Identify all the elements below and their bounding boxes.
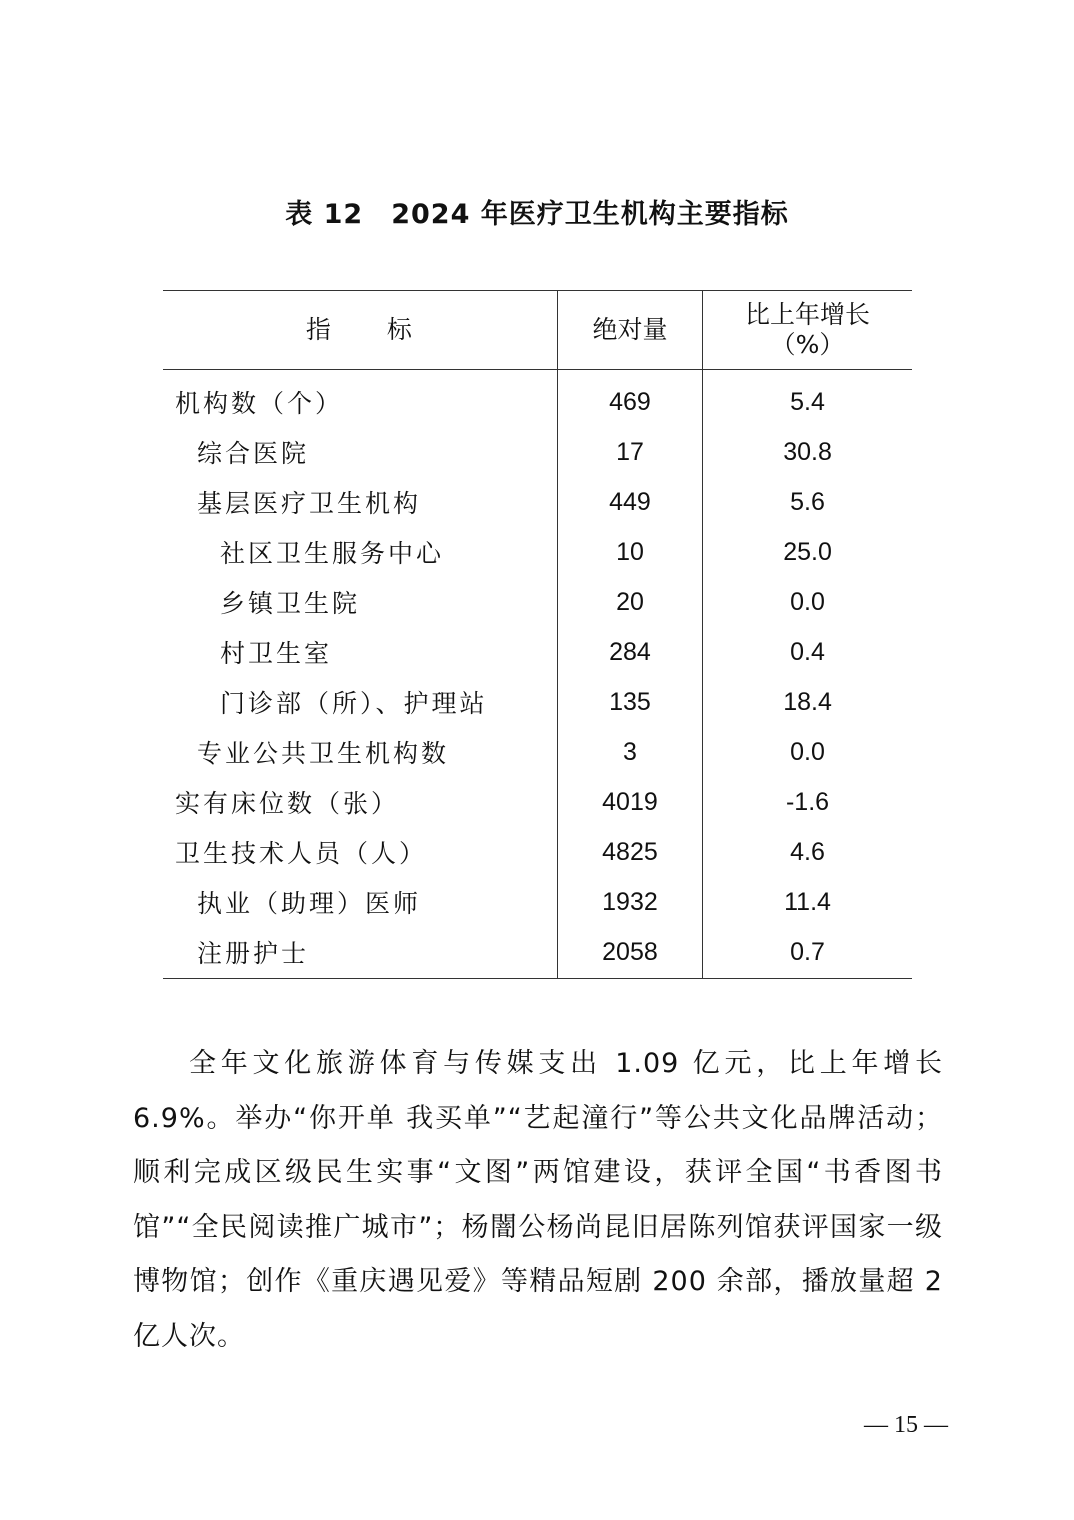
page-number: — 15 — — [864, 1412, 948, 1438]
row-value: 10 — [557, 527, 702, 577]
row-value: 284 — [557, 627, 702, 677]
row-name: 实有床位数（张） — [175, 789, 400, 818]
row-value: 2058 — [557, 927, 702, 979]
row-value: 469 — [557, 370, 702, 428]
table-row — [163, 427, 912, 477]
row-value: 4825 — [557, 827, 702, 877]
row-growth: 5.4 — [790, 387, 825, 416]
row-name: 执业（助理）医师 — [197, 889, 422, 918]
header-growth-line1: 比上年增长 — [745, 300, 871, 329]
table-header-row — [163, 291, 912, 370]
row-name: 村卫生室 — [220, 639, 333, 668]
row-name: 门诊部（所）、护理站 — [220, 689, 488, 718]
row-value: 4019 — [557, 777, 702, 827]
body-paragraph: 全年文化旅游体育与传媒支出 1.09 亿元，比上年增长 6.9%。举办“你开单 我买单”“艺起潼行”等公共文化品牌活动；顺利完成区级民生实事“文图”两馆建设，获评全国“书香图书馆”“全民阅读推广城市”；杨闇公杨尚昆旧居陈列馆获评国家一级博物馆；创作《重庆遇见爱》等精品短剧 200 余部，播放量超 2 亿人次。 — [133, 1048, 943, 1352]
row-value: 1932 — [557, 877, 702, 927]
row-value: 449 — [557, 477, 702, 527]
table-title: 表 12 2024 年医疗卫生机构主要指标 — [285, 199, 789, 230]
row-value: 135 — [557, 677, 702, 727]
table-row — [163, 927, 912, 979]
table-row — [163, 777, 912, 827]
table-row — [163, 677, 912, 727]
row-growth: 0.0 — [790, 587, 825, 616]
row-growth: -1.6 — [785, 787, 830, 816]
table-row — [163, 577, 912, 627]
row-growth: 11.4 — [784, 887, 831, 916]
row-name: 专业公共卫生机构数 — [197, 739, 450, 768]
header-growth-line2: （%） — [770, 330, 845, 359]
row-name: 基层医疗卫生机构 — [197, 489, 422, 518]
table-row — [163, 627, 912, 677]
table-row — [163, 877, 912, 927]
row-name: 社区卫生服务中心 — [220, 539, 445, 568]
row-growth: 30.8 — [783, 437, 832, 466]
indicators-table — [163, 290, 912, 979]
header-absolute: 绝对量 — [557, 291, 702, 370]
row-value: 17 — [557, 427, 702, 477]
header-growth — [703, 291, 912, 370]
row-growth: 18.4 — [783, 687, 832, 716]
row-name: 综合医院 — [197, 439, 310, 468]
row-growth: 0.0 — [790, 737, 825, 766]
table-row — [163, 370, 912, 428]
header-indicator: 指 标 — [163, 291, 557, 370]
row-growth: 0.7 — [703, 927, 912, 979]
indicators-table-container — [163, 290, 912, 979]
table-row — [163, 527, 912, 577]
row-name: 机构数（个） — [175, 389, 344, 418]
row-name: 卫生技术人员（人） — [175, 839, 428, 868]
table-row — [163, 827, 912, 877]
table-row — [163, 477, 912, 527]
row-growth: 4.6 — [790, 837, 825, 866]
row-value: 3 — [557, 727, 702, 777]
table-row — [163, 727, 912, 777]
row-value: 20 — [557, 577, 702, 627]
row-name: 注册护士 — [163, 927, 557, 979]
row-name: 乡镇卫生院 — [220, 589, 361, 618]
row-growth: 25.0 — [783, 537, 832, 566]
row-growth: 5.6 — [790, 487, 825, 516]
row-growth: 0.4 — [790, 637, 825, 666]
